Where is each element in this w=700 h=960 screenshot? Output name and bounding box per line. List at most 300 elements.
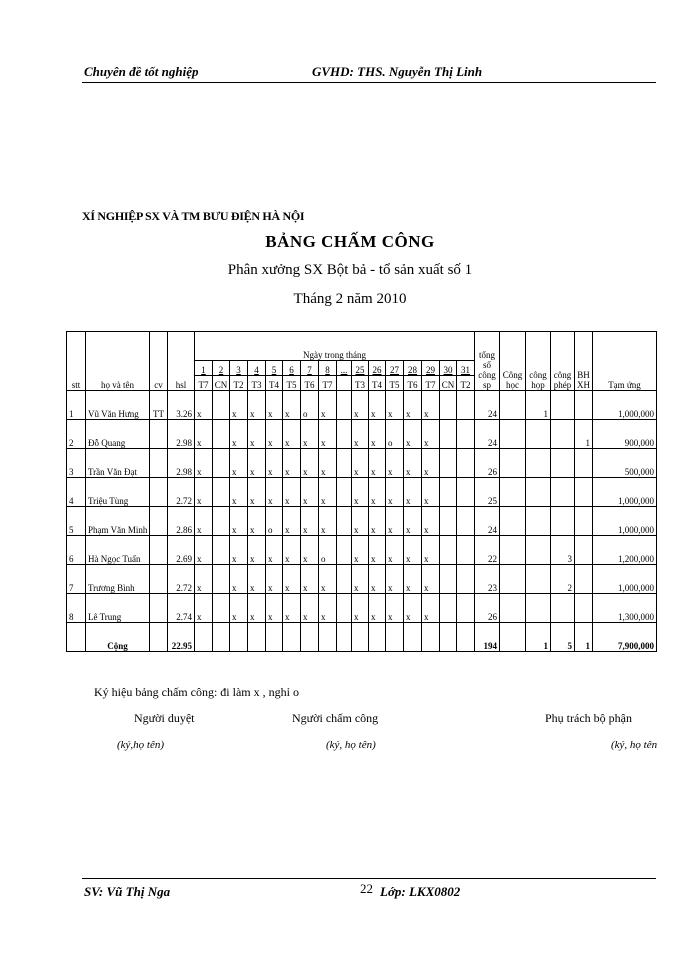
attendance-mark: x (266, 478, 283, 507)
weekday-label: T3 (248, 376, 266, 391)
total-day-blank (213, 623, 230, 652)
attendance-mark: x (248, 565, 266, 594)
attendance-mark: x (195, 565, 213, 594)
row-bhxh: 1 (575, 420, 593, 449)
day-number-text: 5 (271, 365, 277, 375)
attendance-mark: x (369, 565, 386, 594)
row-total: 23 (475, 565, 500, 594)
total-day-blank (457, 623, 475, 652)
attendance-mark: x (352, 536, 369, 565)
row-name: Vũ Văn Hưng (86, 391, 150, 420)
attendance-mark (440, 391, 457, 420)
day-number (369, 361, 386, 376)
attendance-mark: x (195, 478, 213, 507)
table-row (67, 594, 657, 623)
row-cv (150, 478, 168, 507)
attendance-mark: x (352, 420, 369, 449)
row-cv: TT (150, 391, 168, 420)
day-number (266, 361, 283, 376)
day-number-text: 8 (325, 365, 330, 375)
row-bhxh (575, 391, 593, 420)
day-number (195, 361, 213, 376)
row-cong-hop (526, 565, 551, 594)
attendance-mark: x (301, 536, 319, 565)
attendance-mark: x (319, 478, 337, 507)
weekday-label: T3 (352, 376, 369, 391)
attendance-mark (213, 420, 230, 449)
row-total: 25 (475, 478, 500, 507)
weekday-label: T2 (230, 376, 248, 391)
row-cong-hop (526, 507, 551, 536)
day-number-text: 4 (254, 365, 259, 375)
attendance-mark (457, 565, 475, 594)
attendance-mark: x (369, 420, 386, 449)
row-tam-ung: 1,000,000 (593, 478, 657, 507)
total-day-blank (422, 623, 440, 652)
attendance-mark: x (352, 449, 369, 478)
row-hsl: 2.69 (168, 536, 195, 565)
attendance-mark (337, 565, 352, 594)
day-number-text: 6 (289, 365, 294, 375)
row-name: Hà Ngọc Tuấn (86, 536, 150, 565)
attendance-mark: x (404, 478, 422, 507)
attendance-mark: x (352, 478, 369, 507)
row-stt: 3 (67, 449, 86, 478)
attendance-mark: x (319, 391, 337, 420)
attendance-mark: x (319, 449, 337, 478)
attendance-mark: x (422, 507, 440, 536)
row-stt: 2 (67, 420, 86, 449)
weekday-label: T5 (386, 376, 404, 391)
row-stt: 4 (67, 478, 86, 507)
attendance-mark: x (283, 507, 301, 536)
company-name: XÍ NGHIỆP SX VÀ TM BƯU ĐIỆN HÀ NỘI (82, 209, 305, 223)
attendance-mark (457, 507, 475, 536)
attendance-mark: x (195, 420, 213, 449)
col-cong-hop: công họp (526, 332, 551, 391)
attendance-mark (457, 594, 475, 623)
attendance-mark: x (319, 594, 337, 623)
attendance-mark: x (404, 420, 422, 449)
weekday-label: T2 (457, 376, 475, 391)
row-hsl: 2.72 (168, 565, 195, 594)
attendance-mark (213, 478, 230, 507)
attendance-mark: x (386, 478, 404, 507)
total-day-blank (337, 623, 352, 652)
row-stt: 7 (67, 565, 86, 594)
total-day-blank (319, 623, 337, 652)
days-group-header: Ngày trong tháng (195, 332, 475, 361)
row-total: 24 (475, 507, 500, 536)
attendance-mark: x (404, 449, 422, 478)
attendance-mark (213, 449, 230, 478)
total-day-blank (248, 623, 266, 652)
attendance-mark: x (386, 507, 404, 536)
attendance-mark: x (301, 449, 319, 478)
attendance-mark: x (283, 594, 301, 623)
row-cong-hoc (500, 449, 526, 478)
total-cong-hoc (500, 623, 526, 652)
footer-page-number: 22 (360, 881, 373, 896)
attendance-mark: x (301, 478, 319, 507)
row-cong-phep (551, 391, 575, 420)
weekday-label: T4 (266, 376, 283, 391)
row-stt: 1 (67, 391, 86, 420)
total-label: Cộng (86, 623, 150, 652)
total-sp: 194 (475, 623, 500, 652)
footer-rule (82, 878, 656, 879)
day-number-text: 7 (307, 365, 312, 375)
attendance-mark: x (352, 391, 369, 420)
document-month: Tháng 2 năm 2010 (293, 291, 407, 307)
footer-class: Lớp: LKX0802 (380, 884, 461, 899)
attendance-mark: x (230, 478, 248, 507)
attendance-mark: x (248, 420, 266, 449)
attendance-mark: x (266, 594, 283, 623)
attendance-mark: x (283, 565, 301, 594)
attendance-mark (337, 507, 352, 536)
table-row (67, 565, 657, 594)
attendance-mark: x (195, 536, 213, 565)
attendance-mark: x (230, 565, 248, 594)
row-hsl: 2.74 (168, 594, 195, 623)
row-tam-ung: 1,300,000 (593, 594, 657, 623)
signature-sub-supervisor: (ký, họ tên (611, 739, 658, 751)
row-cong-phep (551, 478, 575, 507)
row-name: Trương Bình (86, 565, 150, 594)
attendance-mark: x (266, 565, 283, 594)
weekday-label: T7 (195, 376, 213, 391)
attendance-mark: x (386, 594, 404, 623)
attendance-mark (337, 391, 352, 420)
day-number (283, 361, 301, 376)
row-cong-hop (526, 594, 551, 623)
row-hsl: 2.86 (168, 507, 195, 536)
header-rule (82, 82, 656, 83)
attendance-mark: x (404, 536, 422, 565)
day-number (457, 361, 475, 376)
weekday-label: CN (213, 376, 230, 391)
row-cong-hop: 1 (526, 391, 551, 420)
attendance-mark: x (195, 507, 213, 536)
weekday-label: CN (440, 376, 457, 391)
header-left: Chuyên đề tốt nghiệp (84, 64, 199, 79)
day-number-text: 29 (426, 365, 435, 375)
attendance-mark (457, 391, 475, 420)
row-stt: 8 (67, 594, 86, 623)
row-total: 24 (475, 420, 500, 449)
attendance-mark: x (248, 507, 266, 536)
attendance-mark (213, 536, 230, 565)
day-number (404, 361, 422, 376)
row-cong-hoc (500, 507, 526, 536)
total-day-blank (230, 623, 248, 652)
row-cv (150, 449, 168, 478)
total-stt (67, 623, 86, 652)
row-cong-phep (551, 507, 575, 536)
table-row (67, 507, 657, 536)
total-day-blank (386, 623, 404, 652)
attendance-mark: x (369, 507, 386, 536)
attendance-mark: x (248, 391, 266, 420)
attendance-mark: x (283, 536, 301, 565)
attendance-mark (213, 391, 230, 420)
attendance-mark: o (319, 536, 337, 565)
day-number (319, 361, 337, 376)
row-name: Trần Văn Đạt (86, 449, 150, 478)
attendance-mark: x (404, 594, 422, 623)
total-cv (150, 623, 168, 652)
weekday-label (337, 376, 352, 391)
attendance-mark: x (404, 565, 422, 594)
attendance-mark: x (422, 391, 440, 420)
row-tam-ung: 1,000,000 (593, 565, 657, 594)
attendance-mark: x (266, 449, 283, 478)
row-hsl: 2.98 (168, 449, 195, 478)
attendance-mark: x (195, 594, 213, 623)
attendance-mark: x (283, 391, 301, 420)
day-number (213, 361, 230, 376)
day-number-text: 2 (218, 365, 224, 375)
table-row (67, 391, 657, 420)
attendance-mark: x (386, 449, 404, 478)
document-subtitle: Phân xưởng SX Bột bả - tổ sản xuất số 1 (227, 262, 473, 278)
row-cong-hoc (500, 391, 526, 420)
total-day-blank (283, 623, 301, 652)
row-tam-ung: 900,000 (593, 420, 657, 449)
attendance-mark: x (422, 449, 440, 478)
row-bhxh (575, 565, 593, 594)
row-cong-hop (526, 478, 551, 507)
attendance-mark: x (369, 536, 386, 565)
day-number (422, 361, 440, 376)
row-total: 22 (475, 536, 500, 565)
day-number-text: 30 (443, 365, 453, 375)
row-tam-ung: 1,000,000 (593, 391, 657, 420)
row-name: Phạm Văn Minh (86, 507, 150, 536)
col-stt: stt (67, 332, 86, 391)
attendance-mark (337, 478, 352, 507)
attendance-mark: x (230, 594, 248, 623)
row-cong-hoc (500, 565, 526, 594)
row-cong-hoc (500, 478, 526, 507)
col-tam-ung: Tạm ứng (593, 332, 657, 391)
col-name: họ và tên (86, 332, 150, 391)
row-tam-ung: 500,000 (593, 449, 657, 478)
attendance-mark: x (319, 507, 337, 536)
attendance-mark: x (352, 565, 369, 594)
attendance-mark (457, 420, 475, 449)
row-hsl: 2.72 (168, 478, 195, 507)
day-number (248, 361, 266, 376)
total-cong-phep: 5 (551, 623, 575, 652)
day-number-text: 28 (408, 365, 417, 375)
signature-role-approver: Người duyệt (134, 711, 195, 725)
attendance-mark: x (266, 420, 283, 449)
signature-role-timekeeper: Người chấm công (292, 711, 379, 725)
row-cong-hop (526, 420, 551, 449)
attendance-mark: o (386, 420, 404, 449)
attendance-mark: x (369, 391, 386, 420)
row-hsl: 2.98 (168, 420, 195, 449)
attendance-mark: x (230, 391, 248, 420)
attendance-mark: x (422, 565, 440, 594)
day-number (386, 361, 404, 376)
attendance-mark: x (248, 594, 266, 623)
row-total: 26 (475, 449, 500, 478)
day-number (440, 361, 457, 376)
signature-sub-timekeeper: (ký, họ tên) (326, 739, 376, 751)
attendance-mark (440, 565, 457, 594)
col-hsl: hsl (168, 332, 195, 391)
attendance-mark: x (369, 449, 386, 478)
attendance-mark (337, 594, 352, 623)
day-number (230, 361, 248, 376)
attendance-mark: x (248, 536, 266, 565)
col-bhxh: BH XH (575, 332, 593, 391)
signature-role-supervisor: Phụ trách bộ phận (545, 711, 632, 725)
row-stt: 5 (67, 507, 86, 536)
day-number (337, 361, 352, 376)
day-number (301, 361, 319, 376)
weekday-label: T6 (404, 376, 422, 391)
total-day-blank (266, 623, 283, 652)
header-right: GVHD: THS. Nguyễn Thị Linh (312, 64, 483, 79)
row-cv (150, 420, 168, 449)
total-row (67, 623, 657, 652)
attendance-mark (213, 507, 230, 536)
attendance-mark (440, 594, 457, 623)
attendance-mark: x (352, 507, 369, 536)
table-row (67, 478, 657, 507)
attendance-mark: x (422, 420, 440, 449)
row-bhxh (575, 536, 593, 565)
attendance-mark: x (422, 594, 440, 623)
row-hsl: 3.26 (168, 391, 195, 420)
total-bhxh: 1 (575, 623, 593, 652)
attendance-mark: x (195, 391, 213, 420)
total-hsl: 22.95 (168, 623, 195, 652)
attendance-mark: x (319, 420, 337, 449)
row-cv (150, 507, 168, 536)
attendance-mark: x (386, 536, 404, 565)
attendance-mark: x (283, 449, 301, 478)
table-row (67, 449, 657, 478)
weekday-label: T5 (283, 376, 301, 391)
row-total: 26 (475, 594, 500, 623)
attendance-mark (213, 594, 230, 623)
row-total: 24 (475, 391, 500, 420)
attendance-mark (337, 536, 352, 565)
row-tam-ung: 1,000,000 (593, 507, 657, 536)
total-day-blank (301, 623, 319, 652)
total-cong-hop: 1 (526, 623, 551, 652)
attendance-mark: x (404, 391, 422, 420)
attendance-mark: x (230, 536, 248, 565)
attendance-mark (213, 565, 230, 594)
attendance-mark: o (266, 507, 283, 536)
attendance-mark (457, 536, 475, 565)
document-title: BẢNG CHẤM CÔNG (265, 232, 435, 251)
attendance-mark: x (404, 507, 422, 536)
col-total: tổng số công sp (475, 332, 500, 391)
row-cong-phep: 3 (551, 536, 575, 565)
attendance-mark: x (319, 565, 337, 594)
attendance-mark: x (230, 449, 248, 478)
row-bhxh (575, 594, 593, 623)
total-day-blank (440, 623, 457, 652)
row-cv (150, 594, 168, 623)
row-cong-hoc (500, 420, 526, 449)
footer-student: SV: Vũ Thị Nga (84, 884, 171, 899)
row-name: Đỗ Quang (86, 420, 150, 449)
attendance-mark: x (352, 594, 369, 623)
attendance-mark: x (422, 478, 440, 507)
attendance-mark (440, 507, 457, 536)
row-stt: 6 (67, 536, 86, 565)
row-cong-hop (526, 449, 551, 478)
row-bhxh (575, 507, 593, 536)
attendance-mark: x (248, 449, 266, 478)
row-name: Triệu Tùng (86, 478, 150, 507)
row-cong-hop (526, 536, 551, 565)
attendance-mark (440, 536, 457, 565)
total-day-blank (352, 623, 369, 652)
day-number (352, 361, 369, 376)
day-number-text: 31 (461, 365, 470, 375)
row-cong-phep: 2 (551, 565, 575, 594)
attendance-mark: x (230, 507, 248, 536)
attendance-mark (457, 449, 475, 478)
header-row-group (67, 332, 657, 361)
attendance-mark: x (283, 478, 301, 507)
attendance-mark: x (301, 420, 319, 449)
day-number-text: ... (340, 365, 348, 375)
attendance-mark (440, 449, 457, 478)
attendance-mark: x (283, 420, 301, 449)
attendance-mark: x (301, 507, 319, 536)
attendance-mark: x (248, 478, 266, 507)
weekday-label: T4 (369, 376, 386, 391)
attendance-mark: x (386, 391, 404, 420)
attendance-mark: x (266, 391, 283, 420)
attendance-mark (337, 449, 352, 478)
row-cong-hoc (500, 594, 526, 623)
col-cv: cv (150, 332, 168, 391)
table-row (67, 536, 657, 565)
legend-text: Ký hiệu bảng chấm công: đi làm x , nghỉ o (94, 685, 299, 699)
day-number-text: 3 (236, 365, 241, 375)
attendance-mark (457, 478, 475, 507)
weekday-label: T6 (301, 376, 319, 391)
total-day-blank (404, 623, 422, 652)
row-name: Lê Trung (86, 594, 150, 623)
weekday-label: T7 (422, 376, 440, 391)
day-number-text: 27 (390, 365, 399, 375)
day-number-text: 1 (201, 365, 206, 375)
attendance-mark: x (266, 536, 283, 565)
attendance-mark: x (386, 565, 404, 594)
day-number-text: 25 (355, 365, 365, 375)
row-tam-ung: 1,200,000 (593, 536, 657, 565)
row-bhxh (575, 449, 593, 478)
row-bhxh (575, 478, 593, 507)
col-cong-phep: công phép (551, 332, 575, 391)
total-day-blank (195, 623, 213, 652)
row-cong-phep (551, 420, 575, 449)
attendance-mark: x (422, 536, 440, 565)
signature-sub-approver: (ký,họ tên) (117, 739, 165, 751)
